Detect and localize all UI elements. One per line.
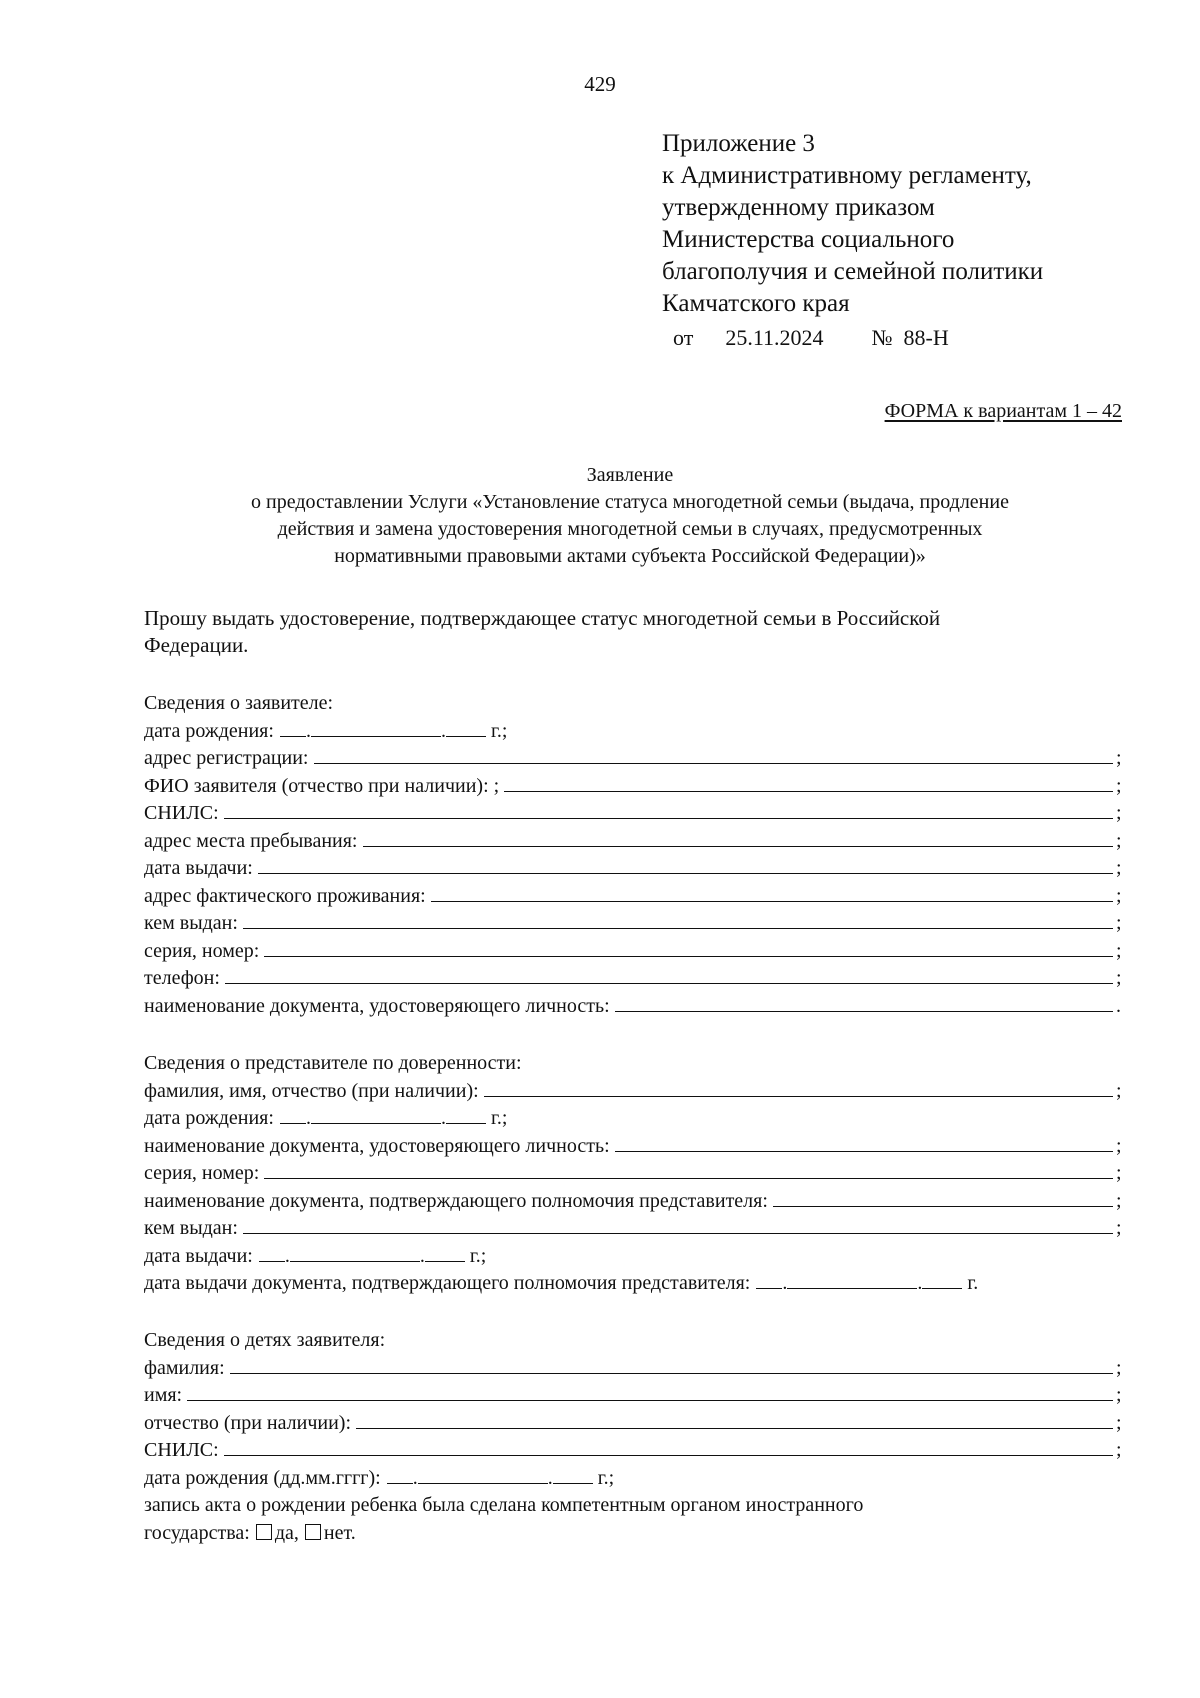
field-label: дата выдачи: <box>144 1244 253 1267</box>
order-date: 25.11.2024 <box>725 325 824 350</box>
fill-line[interactable] <box>224 800 1113 819</box>
fill-line[interactable] <box>224 1437 1113 1456</box>
children-section <box>144 1327 1124 1547</box>
representative-name-row: фамилия, имя, отчество (при наличии): ; <box>144 1078 1124 1106</box>
representative-birth-date-row <box>144 1105 1124 1133</box>
field-label: СНИЛС: <box>144 1439 219 1461</box>
field-label: дата выдачи: <box>144 857 253 879</box>
form-variant-label: ФОРМА к вариантам 1 – 42 <box>884 400 1122 422</box>
applicant-birth-date-row <box>144 718 1124 746</box>
request-line: Прошу выдать удостоверение, подтверждающее статус многодетной семьи в Российской <box>144 606 941 630</box>
request-line: Федерации. <box>144 633 249 657</box>
appendix-line: благополучия и семейной политики <box>662 258 1044 285</box>
child-birth-date-row <box>144 1465 1124 1493</box>
field-label: адрес регистрации: <box>144 747 309 769</box>
order-number: 88-Н <box>903 325 949 350</box>
applicant-field-row: адрес места пребывания: ; <box>144 828 1124 856</box>
applicant-field-row: СНИЛС: ; <box>144 800 1124 828</box>
fill-line[interactable] <box>356 1410 1113 1429</box>
appendix-block <box>662 128 1182 354</box>
applicant-field-row: адрес фактического проживания: ; <box>144 883 1124 911</box>
field-label: дата рождения: <box>144 1107 274 1129</box>
appendix-line: Приложение 3 <box>662 130 815 157</box>
representative-issue-date-row <box>144 1243 1124 1271</box>
date-blank[interactable]: . . г.; <box>387 1465 615 1493</box>
date-blank[interactable]: . . г. <box>756 1270 978 1298</box>
order-line <box>662 322 1182 354</box>
applicant-field-row: кем выдан: ; <box>144 910 1124 938</box>
representative-field-row: кем выдан: ; <box>144 1215 1124 1243</box>
date-blank[interactable]: . . г.; <box>280 1105 508 1133</box>
fill-line[interactable] <box>773 1188 1113 1207</box>
title-line: нормативными правовыми актами субъекта Российской Федерации)» <box>334 545 926 567</box>
fill-line[interactable] <box>504 773 1113 792</box>
fill-line[interactable] <box>243 910 1113 929</box>
fill-line[interactable] <box>264 1160 1113 1179</box>
field-label: фамилия: <box>144 1356 225 1379</box>
fill-line[interactable] <box>258 855 1113 874</box>
appendix-line: Камчатского края <box>662 290 850 317</box>
appendix-line: утвержденному приказом <box>662 194 935 221</box>
date-blank[interactable]: . . г.; <box>259 1243 487 1271</box>
fill-line[interactable] <box>243 1215 1113 1234</box>
child-field-row: СНИЛС: ; <box>144 1437 1124 1465</box>
fill-line[interactable] <box>615 993 1113 1012</box>
title-heading: Заявление <box>586 464 674 486</box>
representative-section <box>144 1050 1124 1298</box>
field-label: телефон: <box>144 967 220 989</box>
field-label: дата рождения (дд.мм.гггг): <box>144 1466 381 1489</box>
field-label: ФИО заявителя (отчество при наличии): ; <box>144 774 500 797</box>
field-label: адрес места пребывания: <box>144 829 358 852</box>
section-heading: Сведения о детях заявителя: <box>144 1329 386 1351</box>
fill-line[interactable] <box>615 1133 1113 1152</box>
applicant-field-row: дата выдачи: ; <box>144 855 1124 883</box>
appendix-line: к Административному регламенту, <box>662 162 1032 189</box>
applicant-field-row: наименование документа, удостоверяющего личность: . <box>144 993 1124 1021</box>
child-field-row: имя: ; <box>144 1382 1124 1410</box>
title-line: действия и замена удостоверения многодетной семьи в случаях, предусмотренных <box>277 518 983 540</box>
field-label: серия, номер: <box>144 939 260 962</box>
field-label: кем выдан: <box>144 912 238 934</box>
field-label: кем выдан: <box>144 1217 238 1239</box>
field-label: СНИЛС: <box>144 802 219 824</box>
field-label: дата рождения: <box>144 719 274 742</box>
yes-checkbox[interactable] <box>256 1524 272 1540</box>
field-label: отчество (при наличии): <box>144 1411 352 1434</box>
section-heading: Сведения о представителе по доверенности: <box>144 1052 522 1074</box>
applicant-field-row: серия, номер: ; <box>144 938 1124 966</box>
fill-line[interactable] <box>264 938 1113 957</box>
date-blank[interactable]: . . г.; <box>280 718 508 746</box>
title-line: о предоставлении Услуги «Установление статуса многодетной семьи (выдача, продление <box>251 491 1009 513</box>
order-from-label: от <box>673 325 694 350</box>
applicant-field-row: телефон: ; <box>144 965 1124 993</box>
child-field-row: отчество (при наличии): ; <box>144 1410 1124 1438</box>
order-number-label: № <box>871 325 893 350</box>
applicant-section <box>144 690 1124 1020</box>
document-title <box>140 462 1120 570</box>
page-number: 429 <box>584 72 616 96</box>
field-label: серия, номер: <box>144 1162 260 1184</box>
fill-line[interactable] <box>230 1355 1113 1374</box>
applicant-field-row: ФИО заявителя (отчество при наличии): ; ; <box>144 773 1124 801</box>
fill-line[interactable] <box>363 828 1114 847</box>
representative-field-row: наименование документа, подтверждающего полномочия представителя: ; <box>144 1188 1124 1216</box>
appendix-line: Министерства социального <box>662 226 955 253</box>
field-label: наименование документа, удостоверяющего личность: <box>144 1134 610 1157</box>
birth-record-line: запись акта о рождении ребенка была сделана компетентным органом иностранного <box>144 1494 864 1516</box>
field-label: адрес фактического проживания: <box>144 884 426 907</box>
fill-line[interactable] <box>187 1382 1113 1401</box>
child-field-row: фамилия: ; <box>144 1355 1124 1383</box>
field-label: имя: <box>144 1384 183 1406</box>
fill-line[interactable] <box>484 1078 1113 1097</box>
representative-field-row: серия, номер: ; <box>144 1160 1124 1188</box>
applicant-field-row: адрес регистрации: ; <box>144 745 1124 773</box>
fill-line[interactable] <box>431 883 1113 902</box>
yes-option-label: да, <box>274 1521 299 1544</box>
no-option-label: нет. <box>323 1521 356 1544</box>
foreign-state-row: государства: да, нет. <box>144 1520 1124 1548</box>
representative-field-row: наименование документа, удостоверяющего личность: ; <box>144 1133 1124 1161</box>
representative-authority-date-row <box>144 1270 1124 1298</box>
fill-line[interactable] <box>225 965 1113 984</box>
request-text <box>144 605 1124 659</box>
section-heading: Сведения о заявителе: <box>144 692 334 714</box>
field-label: наименование документа, подтверждающего полномочия представителя: <box>144 1189 768 1212</box>
fill-line[interactable] <box>314 745 1114 764</box>
no-checkbox[interactable] <box>305 1524 321 1540</box>
field-label: фамилия, имя, отчество (при наличии): <box>144 1079 479 1102</box>
field-label: дата выдачи документа, подтверждающего полномочия представителя: <box>144 1272 751 1294</box>
field-label: наименование документа, удостоверяющего личность: <box>144 994 610 1017</box>
